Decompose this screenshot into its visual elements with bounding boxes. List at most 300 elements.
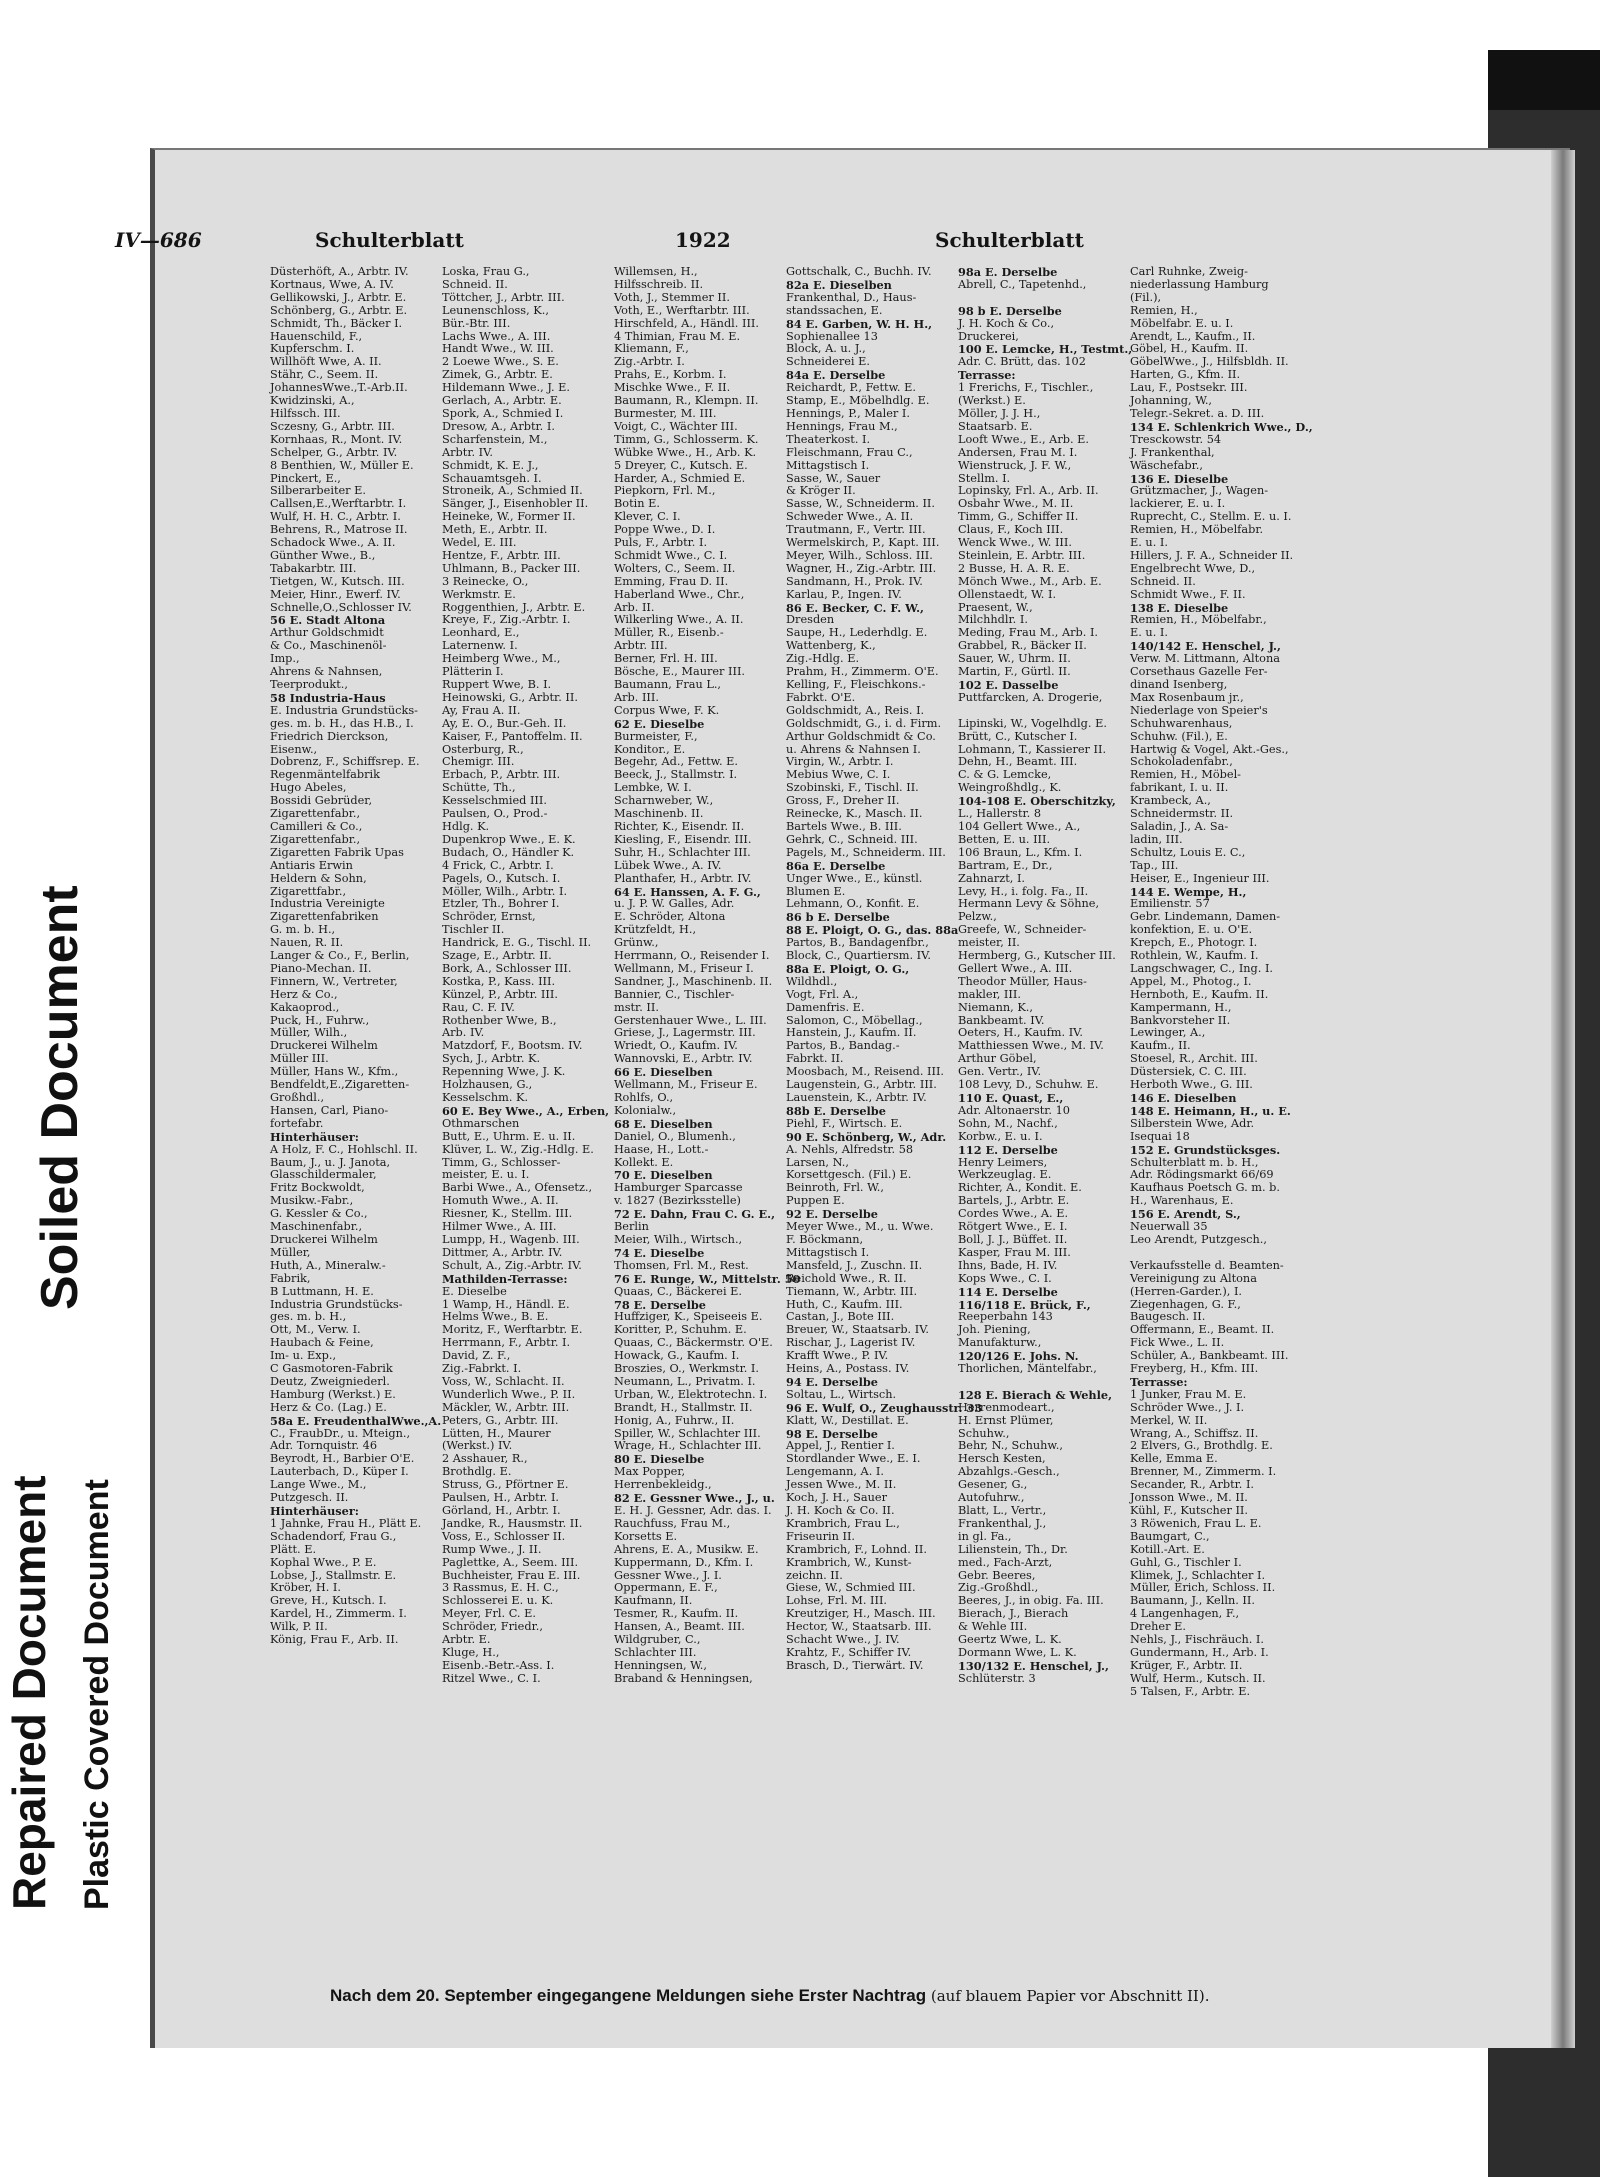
listing-entry: Dobrenz, F., Schiffsrep. E. [270, 755, 420, 769]
listing-entry: Lipinski, W., Vogelhdlg. E. [958, 716, 1107, 730]
listing-entry: Lobse, J., Stallmstr. E. [270, 1568, 397, 1582]
listing-entry: 102 E. Dasselbe [958, 678, 1059, 692]
listing-entry: Adr. Rödingsmarkt 66/69 [1130, 1168, 1274, 1182]
listing-entry [1130, 1247, 1298, 1260]
listing-entry: Rau, C. F. IV. [442, 1000, 515, 1014]
listing-entry: Kühl, F., Kutscher II. [1130, 1504, 1248, 1517]
listing-entry: 4 Frick, C., Arbtr. I. [442, 858, 554, 872]
listing-entry: Piehl, F., Wirtsch. E. [786, 1116, 903, 1130]
listing-entry: Spiller, W., Schlachter III. [614, 1426, 761, 1440]
listing-entry: Krahtz, F., Schiffer IV. [786, 1645, 912, 1659]
listing-entry: Wildhdl., [786, 974, 838, 988]
listing-entry: Rothenber Wwe, B., [442, 1013, 557, 1027]
listing-entry: 86 b E. Derselbe [786, 910, 890, 925]
listing-entry: Baumgart, C., [1130, 1529, 1210, 1543]
listing-entry: Sauer, W., Uhrm. II. [958, 652, 1071, 666]
listing-entry: Herz & Co. (Lag.) E. [270, 1400, 387, 1414]
listing-entry: Goldschmidt, G., i. d. Firm. [786, 716, 942, 730]
listing-entry: Larsen, N., [786, 1155, 849, 1169]
listing-entry: fortefabr. [270, 1116, 324, 1130]
listing-entry: Fabrik, [270, 1271, 311, 1285]
listing-entry: Riesner, K., Stellm. III. [442, 1207, 573, 1221]
listing-entry: Lachs Wwe., A. III. [442, 329, 551, 343]
listing-entry: Gebr. Beeres, [958, 1568, 1036, 1582]
listing-entry: Stellm. I. [958, 471, 1011, 485]
listing-entry: A Holz, F. C., Hohlschl. II. [270, 1142, 418, 1156]
listing-entry: 134 E. Schlenkrich Wwe., D., [1130, 419, 1313, 434]
listing-entry: Rump Wwe., J. II. [442, 1542, 542, 1556]
listing-entry: B Luttmann, H. E. [270, 1284, 374, 1298]
listing-entry: 2 Elvers, G., Brothdlg. E. [1130, 1439, 1273, 1453]
listing-entry: v. 1827 (Bezirksstelle) [614, 1194, 741, 1208]
listing-entry: Töttcher, J., Arbtr. III. [442, 290, 565, 304]
listing-entry: Pinckert, E., [270, 471, 341, 485]
listing-entry: Mittagstisch I. [786, 1245, 870, 1259]
listing-entry: Kluge, H., [442, 1645, 500, 1659]
listing-entry: Gottschalk, C., Buchh. IV. [786, 265, 932, 278]
listing-entry: Hartwig & Vogel, Akt.-Ges., [1130, 742, 1289, 756]
street-title-left: Schulterblatt [315, 228, 464, 252]
listing-entry: Broszies, O., Werkmstr. I. [614, 1362, 759, 1376]
listing-entry: Schneid. II. [1130, 574, 1196, 588]
listing-entry: Klever, C. I. [614, 510, 681, 524]
listing-entry: Müller, Hans W., Kfm., [270, 1065, 399, 1079]
listing-entry: Voss, E., Schlosser II. [442, 1529, 566, 1543]
listing-entry: ladin, III. [1130, 832, 1183, 846]
listing-entry: 110 E. Quast, E., [958, 1091, 1064, 1105]
page-gutter [1551, 150, 1575, 2048]
listing-entry: Krepch, E., Photogr. I. [1130, 936, 1258, 950]
listing-entry: Huth, C., Kaufm. III. [786, 1297, 903, 1311]
listing-entry: Zigarettenfabr., [270, 832, 361, 846]
street-title-right: Schulterblatt [935, 228, 1084, 252]
listing-entry: Tischler II. [442, 923, 505, 937]
listing-entry: Zig.-Hdlg. E. [786, 652, 860, 666]
listing-entry: Zimek, G., Arbtr. E. [442, 368, 553, 382]
listing-entry: Gen. Vertr., IV. [958, 1065, 1042, 1079]
listing-entry: Stoesel, R., Archit. III. [1130, 1052, 1258, 1066]
listing-entry: Schult, A., Zig.-Arbtr. IV. [442, 1258, 582, 1272]
listing-entry: Willemsen, H., [614, 265, 698, 278]
listing-entry: Fabrkt. O'E. [786, 690, 856, 704]
listing-entry: Boll, J. J., Büffet. II. [958, 1232, 1068, 1246]
listing-entry: 94 E. Derselbe [786, 1374, 878, 1389]
listing-entry: Breuer, W., Staatsarb. IV. [786, 1323, 929, 1337]
listing-entry: Hentze, F., Arbtr. III. [442, 548, 561, 562]
listing-entry: Unger Wwe., E., künstl. [786, 871, 923, 885]
listing-entry: Pelzw., [958, 910, 997, 924]
listing-entry: Remien, H., [1130, 303, 1198, 317]
listing-entry: Max Rosenbaum jr., [1130, 690, 1244, 704]
listing-entry: Wannovski, E., Arbtr. IV. [614, 1052, 753, 1066]
listing-entry: Bür.-Btr. III. [442, 316, 511, 330]
listing-entry: Hennings, P., Maler I. [786, 406, 910, 420]
listing-entry: Holzhausen, G., [442, 1078, 533, 1092]
listing-entry: Hamburger Sparcasse [614, 1181, 743, 1195]
listing-entry: Remien, H., Möbelfabr., [1130, 613, 1267, 627]
listing-entry: Sych, J., Arbtr. K. [442, 1052, 541, 1066]
listing-entry: Heimberg Wwe., M., [442, 652, 561, 666]
listing-entry: Camilleri & Co., [270, 819, 363, 833]
listing-entry: Eisenw., [270, 742, 318, 756]
listing-entry: Merkel, W. II. [1130, 1413, 1208, 1427]
listing-entry: Dormann Wwe, L. K. [958, 1645, 1077, 1659]
listing-entry: Krambrich, W., Kunst- [786, 1555, 912, 1569]
listing-entry: Lohse, Frl. M. III. [786, 1594, 888, 1608]
listing-entry: Krambrich, Frau L., [786, 1516, 900, 1530]
listing-entry: Jandke, R., Hausmstr. II. [442, 1516, 583, 1530]
listing-entry: Arb. II. [614, 600, 655, 614]
listing-entry: Reinecke, K., Masch. II. [786, 807, 923, 821]
listing-entry: Kakaoprod., [270, 1000, 340, 1014]
listing-entry: Bartels Wwe., B. III. [786, 819, 902, 833]
listing-entry: Remien, H., Möbel- [1130, 768, 1241, 782]
listing-entry: Kostka, P., Kass. III. [442, 974, 556, 988]
listing-entry: Schmidt, Th., Bäcker I. [270, 316, 403, 330]
listing-entry: Arbtr. E. [442, 1633, 491, 1647]
listing-entry: Meyer, Wilh., Schloss. III. [786, 548, 933, 562]
listing-entry: 56 E. Stadt Altona [270, 613, 386, 628]
listing-entry: Looft Wwe., E., Arb. E. [958, 432, 1089, 446]
listing-entry: Kelle, Emma E. [1130, 1452, 1218, 1466]
listing-entry: Herrenmodeart., [958, 1400, 1055, 1414]
listing-entry: Kaufmann, II. [614, 1594, 693, 1608]
listing-entry: Schultz, Louis E. C., [1130, 845, 1246, 859]
listing-entry: 112 E. Derselbe [958, 1142, 1058, 1157]
listing-entry: Ruppert Wwe, B. I. [442, 678, 552, 691]
listing-entry: Lewinger, A., [1130, 1026, 1206, 1040]
listing-entry: Koch, J. H., Sauer [786, 1491, 888, 1505]
listing-entry: Künzel, P., Arbtr. III. [442, 987, 558, 1001]
listing-entry: fabrikant, I. u. II. [1130, 781, 1229, 795]
listing-entry: Laugenstein, G., Arbtr. III. [786, 1078, 937, 1092]
listing-entry: Huth, A., Mineralw.- [270, 1258, 386, 1272]
listing-entry: Hansen, Carl, Piano- [270, 1103, 389, 1117]
listing-entry: (Fil.), [1130, 290, 1162, 304]
listing-entry [958, 292, 1126, 305]
listing-entry: 8 Benthien, W., Müller E. [270, 458, 414, 472]
listing-entry: Silberarbeiter E. [270, 484, 367, 498]
listing-entry: Antiaris Erwin [270, 858, 353, 872]
listing-entry: Zig.-Großhdl., [958, 1581, 1039, 1595]
listing-entry: Wedel, E. III. [442, 536, 517, 550]
listing-entry: Theodor Müller, Haus- [958, 974, 1087, 988]
listing-entry: (Werkst.) IV. [442, 1439, 513, 1453]
listing-entry: Erbach, P., Arbtr. III. [442, 768, 561, 782]
listing-entry: Brasch, D., Tierwärt. IV. [786, 1658, 924, 1672]
listing-entry: Brütt, C., Kutscher I. [958, 729, 1078, 743]
listing-entry: 104-108 E. Oberschitzky, [958, 794, 1116, 809]
listing-entry: 98 E. Derselbe [786, 1426, 878, 1441]
listing-entry: Baugesch. II. [1130, 1310, 1206, 1324]
listing-entry: Scharfenstein, M., [442, 432, 548, 446]
listing-entry: Kupferschm. I. [270, 342, 355, 356]
listing-entry: Stroneik, A., Schmied II. [442, 484, 583, 498]
listing-entry: Dreher E. [1130, 1620, 1186, 1634]
listing-entry: Ay, Frau A. II. [442, 703, 521, 717]
listing-entry: Budach, O., Händler K. [442, 845, 575, 859]
listing-entry: Dupenkrop Wwe., E. K. [442, 832, 576, 846]
listing-entry: Abrell, C., Tapetenhd., [958, 277, 1087, 291]
listing-entry: Roggenthien, J., Arbtr. E. [442, 600, 586, 614]
listing-entry: Imp., [270, 652, 300, 666]
listing-entry: Puck, H., Fuhrw., [270, 1013, 370, 1027]
listing-entry: Meyer, Frl. C. E. [442, 1607, 536, 1621]
listing-entry: Wildgruber, C., [614, 1633, 701, 1647]
listing-entry: Ritzel Wwe., C. I. [442, 1671, 541, 1685]
listing-entry: 66 E. Dieselben [614, 1065, 713, 1080]
listing-entry: Rischar, J., Lagerist IV. [786, 1336, 916, 1350]
listing-entry: Block, C., Quartiersm. IV. [786, 949, 931, 963]
listing-entry: Kaiser, F., Pantoffelm. II. [442, 729, 583, 743]
listing-entry: Hilfsschreib. II. [614, 277, 704, 291]
listing-entry: Brenner, M., Zimmerm. I. [1130, 1465, 1277, 1479]
listing-entry: J. H. Koch & Co., [958, 316, 1055, 330]
listing-entry: Wunderlich Wwe., P. II. [442, 1387, 576, 1401]
listing-entry: Ihns, Bade, H. IV. [958, 1258, 1058, 1272]
listing-entry: Schauamtsgeh. I. [442, 471, 542, 485]
listing-entry: E. u. I. [1130, 536, 1168, 550]
listing-entry: Braband & Henningsen, [614, 1671, 753, 1685]
soiled-document-label: Soiled Document [31, 885, 89, 1310]
listing-entry: 138 E. Dieselbe [1130, 600, 1229, 615]
listing-entry: med., Fach-Arzt, [958, 1555, 1053, 1569]
listing-entry: & Kröger II. [786, 484, 856, 498]
listing-entry: Schulterblatt m. b. H., [1130, 1155, 1259, 1169]
listing-entry: Hauenschild, F., [270, 329, 363, 343]
listing-entry: Claus, F., Koch III. [958, 523, 1064, 537]
listing-entry: Werkzeuglag. E. [958, 1168, 1052, 1182]
listing-entry: Brothdlg. E. [442, 1465, 512, 1479]
listing-entry: u. Ahrens & Nahnsen I. [786, 742, 921, 756]
listing-entry: Wellmann, M., Friseur I. [614, 961, 754, 975]
listing-entry: Baumann, R., Klempn. II. [614, 394, 759, 408]
listing-entry [958, 705, 1126, 718]
listing-entry: 1 Wamp, H., Händl. E. [442, 1297, 570, 1311]
listing-entry: Voss, W., Schlacht. II. [442, 1374, 565, 1388]
listing-entry: Hinterhäuser: [270, 1504, 359, 1518]
listing-entry: Verkaufsstelle d. Beamten- [1130, 1258, 1284, 1272]
listing-entry: Meding, Frau M., Arb. I. [958, 626, 1098, 640]
listing-entry: Schlosserei E. u. K. [442, 1594, 554, 1608]
listing-entry: Grünw., [614, 936, 659, 950]
listing-entry: Thorlichen, Mäntelfabr., [958, 1362, 1097, 1376]
listing-entry: Kotill.-Art. E. [1130, 1542, 1205, 1556]
listing-entry: Sohn, M., Nachf., [958, 1116, 1058, 1130]
listing-column-3 [614, 265, 801, 2028]
listing-entry: Bork, A., Schlosser III. [442, 961, 572, 975]
listing-entry: H., Warenhaus, E. [1130, 1194, 1234, 1208]
listing-entry: 62 E. Dieselbe [614, 716, 705, 731]
listing-entry: Im- u. Exp., [270, 1349, 337, 1363]
listing-entry: Düsterhöft, A., Arbtr. IV. [270, 265, 409, 278]
listing-entry: Loska, Frau G., [442, 265, 530, 278]
listing-column-5 [958, 265, 1133, 2028]
listing-entry: Uhlmann, B., Packer III. [442, 561, 581, 575]
listing-entry: Mischke Wwe., F. II. [614, 381, 731, 395]
listing-entry: 98 b E. Derselbe [958, 303, 1062, 318]
listing-entry: 3 Röwenich, Frau L. E. [1130, 1516, 1262, 1530]
listing-entry: Sandmann, H., Prok. IV. [786, 574, 923, 588]
listing-entry: Arbtr. IV. [442, 445, 493, 459]
listing-entry: Gundermann, H., Arb. I. [1130, 1645, 1269, 1659]
listing-entry: 5 Talsen, F., Arbtr. E. [1130, 1684, 1251, 1698]
listing-entry: 64 E. Hanssen, A. F. G., [614, 884, 761, 899]
listing-entry: Ollenstaedt, W. I. [958, 587, 1057, 601]
listing-entry: Deutz, Zweigniederl. [270, 1374, 390, 1388]
listing-entry: Abzahlgs.-Gesch., [958, 1465, 1060, 1479]
listing-entry: Vereinigung zu Altona [1130, 1271, 1257, 1285]
listing-entry: 144 E. Wempe, H., [1130, 884, 1247, 899]
listing-entry: Hinterhäuser: [270, 1129, 359, 1144]
listing-entry: Gross, F., Dreher II. [786, 794, 900, 808]
listing-entry: Kreutziger, H., Masch. III. [786, 1607, 936, 1621]
listing-entry: Eisenb.-Betr.-Ass. I. [442, 1658, 555, 1672]
listing-column-1 [270, 265, 442, 2028]
listing-entry: Schuhw. (Fil.), E. [1130, 729, 1228, 743]
listing-entry: Heins, A., Postass. IV. [786, 1362, 910, 1376]
listing-entry: Schönberg, G., Arbtr. E. [270, 303, 408, 317]
listing-entry: Gellert Wwe., A. III. [958, 961, 1073, 975]
listing-entry: 76 E. Runge, W., Mittelstr. 50 [614, 1271, 801, 1286]
listing-entry: in gl. Fa., [958, 1529, 1012, 1543]
listing-entry: G. m. b. H., [270, 923, 336, 937]
listing-entry: Appel, J., Rentier I. [786, 1439, 895, 1453]
listing-entry: 1 Junker, Frau M. E. [1130, 1387, 1247, 1401]
listing-entry: Greefe, W., Schneider- [958, 923, 1087, 937]
listing-entry: Kardel, H., Zimmerm. I. [270, 1607, 407, 1621]
listing-entry: Arb. IV. [442, 1026, 485, 1040]
listing-entry: Müller, [270, 1245, 311, 1259]
listing-entry: E. Industria Grundstücks- [270, 703, 418, 717]
listing-entry: Langer & Co., F., Berlin, [270, 949, 410, 963]
listing-entry: Industria Vereinigte [270, 897, 385, 911]
listing-entry: Frankenthal, J., [958, 1516, 1047, 1530]
listing-entry: Ruprecht, C., Stellm. E. u. I. [1130, 510, 1292, 524]
listing-entry: Schweder Wwe., A. II. [786, 510, 914, 524]
listing-entry: Niederlage von Speier's [1130, 703, 1268, 717]
listing-entry: Begehr, Ad., Fettw. E. [614, 755, 739, 769]
listing-entry: Druckerei Wilhelm [270, 1039, 378, 1053]
listing-entry: Joh. Piening, [958, 1323, 1031, 1337]
listing-entry: Tabakarbtr. III. [270, 561, 357, 575]
listing-entry: J. Frankenthal, [1130, 445, 1215, 459]
listing-entry: Hugo Abeles, [270, 781, 347, 795]
listing-entry: 88a E. Ploigt, O. G., [786, 961, 910, 976]
listing-entry: Heiser, E., Ingenieur III. [1130, 871, 1270, 885]
listing-entry: Glasschildermaler, [270, 1168, 377, 1182]
listing-entry: Buchheister, Frau E. III. [442, 1568, 581, 1582]
listing-entry: Spork, A., Schmied I. [442, 406, 564, 420]
listing-entry: Trautmann, F., Vertr. III. [786, 523, 926, 537]
listing-entry: Castan, J., Bote III. [786, 1310, 895, 1324]
listing-entry: Schneid. II. [442, 277, 508, 291]
listing-entry: Kesselschmied III. [442, 794, 547, 808]
listing-entry: Großhdl., [270, 1091, 325, 1104]
listing-entry: E. Dieselbe [442, 1284, 507, 1298]
listing-entry: Barbi Wwe., A., Ofensetz., [442, 1181, 593, 1195]
listing-entry: 88b E. Derselbe [786, 1103, 886, 1118]
listing-entry: Mebius Wwe, C. I. [786, 768, 891, 782]
listing-entry: Plätterin I. [442, 665, 504, 679]
listing-entry: Hennings, Frau M., [786, 419, 898, 433]
listing-entry: Schokoladenfabr., [1130, 755, 1233, 769]
listing-entry: Baumann, Frau L., [614, 678, 722, 691]
listing-entry: Tresckowstr. 54 [1130, 432, 1222, 446]
listing-entry: Schüler, A., Bankbeamt. III. [1130, 1349, 1289, 1363]
listing-entry: Repenning Wwe, J. K. [442, 1065, 566, 1079]
listing-entry: Gellikowski, J., Arbtr. E. [270, 290, 407, 304]
listing-entry: Dehn, H., Beamt. III. [958, 755, 1078, 769]
listing-entry: Arb. III. [614, 690, 659, 704]
listing-entry: Plätt. E. [270, 1542, 317, 1556]
listing-entry: Wulf, H. H. C., Arbtr. I. [270, 510, 401, 524]
listing-entry: 152 E. Grundstücksges. [1130, 1142, 1281, 1157]
listing-entry: Finnern, W., Vertreter, [270, 974, 398, 988]
listing-entry: Quaas, C., Bäckerei E. [614, 1284, 743, 1298]
listing-entry: meister, II. [958, 936, 1020, 950]
listing-entry: Adr. Tornquistr. 46 [270, 1439, 378, 1453]
listing-entry: Pagels, O., Kutsch. I. [442, 871, 561, 885]
listing-entry: 58 Industria-Haus [270, 690, 386, 705]
listing-entry: Timm, G., Schiffer II. [958, 510, 1079, 524]
listing-entry: zeichn. II. [786, 1568, 843, 1582]
listing-entry: Grützmacher, J., Wagen- [1130, 484, 1269, 498]
listing-entry: Paulsen, O., Prod.- [442, 807, 548, 821]
listing-entry: Jonsson Wwe., M. II. [1130, 1491, 1248, 1505]
listing-entry: Heinowski, G., Arbtr. II. [442, 690, 578, 704]
plastic-covered-document-label: Plastic Covered Document [78, 1479, 116, 1910]
listing-entry: 1 Jahnke, Frau H., Plätt E. [270, 1516, 422, 1530]
listing-entry: Lengemann, A. I. [786, 1465, 884, 1479]
listing-entry: 58a E. FreudenthalWwe.,A. [270, 1413, 442, 1428]
listing-entry: Szage, E., Arbtr. II. [442, 949, 552, 963]
listing-entry: Handrick, E. G., Tischl. II. [442, 936, 592, 950]
listing-entry: 4 Langenhagen, F., [1130, 1607, 1240, 1621]
listing-entry: Martin, F., Gürtl. II. [958, 665, 1071, 679]
listing-entry: 70 E. Dieselben [614, 1168, 713, 1183]
listing-entry: Grabbel, R., Bäcker II. [958, 639, 1087, 653]
listing-entry: Putzgesch. II. [270, 1491, 349, 1505]
listing-entry: Rötgert Wwe., E. I. [958, 1220, 1068, 1234]
listing-entry: Ott, M., Verw. I. [270, 1323, 361, 1337]
listing-entry: Harten, G., Kfm. II. [1130, 368, 1241, 382]
listing-entry: dinand Isenberg, [1130, 678, 1228, 691]
listing-entry: Mansfeld, J., Zuschn. II. [786, 1258, 923, 1272]
listing-entry: Wübke Wwe., H., Arb. K. [614, 445, 757, 459]
listing-entry: Struss, G., Pförtner E. [442, 1478, 569, 1492]
listing-entry: Tap., III. [1130, 858, 1179, 872]
listing-entry: Hector, W., Staatsarb. III. [786, 1620, 932, 1634]
listing-entry: Lilienstein, Th., Dr. [958, 1542, 1068, 1556]
listing-entry: Voth, E., Werftarbtr. III. [614, 303, 750, 317]
listing-entry: Cordes Wwe., A. E. [958, 1207, 1069, 1221]
listing-entry: Ahrens & Nahnsen, [270, 665, 383, 679]
listing-entry: Günther Wwe., B., [270, 548, 376, 562]
listing-entry: Manufakturw., [958, 1336, 1042, 1350]
listing-entry: Tesmer, R., Kaufm. II. [614, 1607, 739, 1621]
listing-entry: Kampermann, H., [1130, 1000, 1232, 1014]
listing-entry: Musikw.-Fabr., [270, 1194, 354, 1208]
listing-entry: Stamp, E., Möbelhdlg. E. [786, 394, 930, 408]
listing-entry: makler, III. [958, 987, 1021, 1001]
listing-entry: Laternenw. I. [442, 639, 518, 653]
listing-entry: Wäschefabr., [1130, 458, 1203, 472]
listing-entry: Emilienstr. 57 [1130, 897, 1210, 911]
listing-entry: Krambeck, A., [1130, 794, 1211, 808]
listing-entry: Honig, A., Fuhrw., II. [614, 1413, 735, 1427]
listing-entry: JohannesWwe.,T.-Arb.II. [270, 381, 408, 395]
